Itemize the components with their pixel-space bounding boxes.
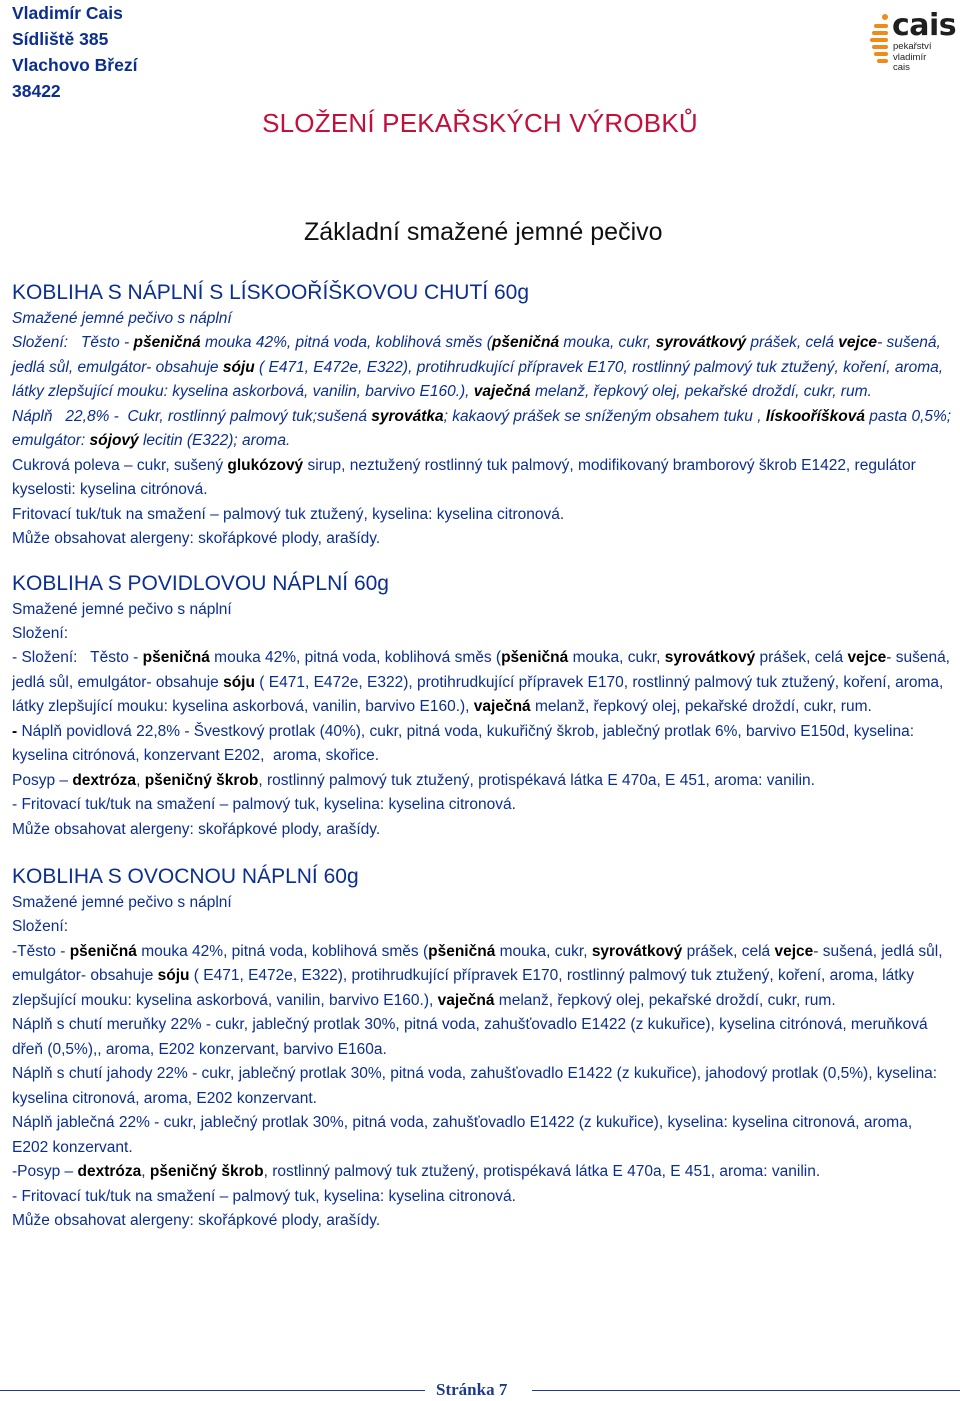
ingredient-line: Fritovací tuk/tuk na smažení – palmový tuk ztužený, kyselina: kyselina citronová. — [12, 505, 565, 523]
page-footer — [0, 1378, 960, 1401]
supplier-address — [12, 0, 137, 104]
ingredient-line: Náplň s chutí jahody 22% - cukr, jablečný protlak 30%, pitná voda, zahušťovadlo E1422 (z kukuřice), jahodový protlak (0,5%), kyselina: kyselina citronová, aroma, E202 konzervant. — [12, 1065, 938, 1107]
allergen-note: Může obsahovat alergeny: skořápkové plody, arašídy. — [12, 530, 381, 547]
ingredient-line: - Fritovací tuk/tuk na smažení – palmový tuk, kyselina: kyselina citronová. — [12, 796, 516, 813]
ingredient-line: - Složení: Těsto - pšeničná mouka 42%, pitná voda, koblihová směs (pšeničná mouka, cukr, syrovátkový prášek, celá vejce- sušená, jedlá sůl, emulgátor- obsahuje sóju ( E471, E472e, E322), protihrudkující přípravek E170, rostlinný palmový tuk ztužený, koření, aroma, látky zlepšující mouku: kyselina askorbová, vanilin, barvivo E160.), vaječná melanž, řepkový olej, pekařské droždí, cukr, rum. — [12, 649, 950, 715]
logo-subtitle: pekařství vladimír cais — [893, 41, 932, 73]
product-category: Smažené jemné pečivo s náplní — [12, 600, 232, 618]
address-line: Vladimír Cais — [12, 3, 123, 23]
address-line: 38422 — [12, 81, 61, 101]
product-entry — [12, 863, 952, 1234]
footer-divider — [532, 1390, 960, 1391]
logo-wordmark: cais — [892, 8, 957, 43]
product-list — [12, 279, 952, 1234]
page-number: Stránka 7 — [436, 1380, 508, 1399]
allergen-note: Může obsahovat alergeny: skořápkové plody, arašídy. — [12, 820, 381, 838]
cais-logo — [868, 8, 958, 78]
ingredient-line: -Těsto - pšeničná mouka 42%, pitná voda, koblihová směs (pšeničná mouka, cukr, syrovátkový prášek, celá vejce- sušená, jedlá sůl, emulgátor- obsahuje sóju ( E471, E472e, E322), protihrudkující přípravek E170, rostlinný palmový tuk ztužený, koření, aroma, látky zlepšující mouku: kyselina askorbová, vanilin, barvivo E160.), vaječná melanž, řepkový olej, pekařské droždí, cukr, rum. — [12, 942, 943, 1009]
footer-divider — [0, 1390, 425, 1391]
composition-label: Složení: — [12, 624, 69, 642]
product-name: KOBLIHA S OVOCNOU NÁPLNÍ 60g — [12, 865, 359, 888]
section-title: Základní smažené jemné pečivo — [304, 218, 663, 246]
ingredient-line: - Náplň povidlová 22,8% - Švestkový protlak (40%), cukr, pitná voda, kukuřičný škrob, jablečný protlak 6%, barvivo E150d, kyselina: kyselina citrónová, konzervant E202, aroma, skořice. — [12, 722, 915, 764]
allergen-note: Může obsahovat alergeny: skořápkové plody, arašídy. — [12, 1212, 381, 1229]
composition-label: Složení: — [12, 918, 69, 935]
ingredient-line: - Fritovací tuk/tuk na smažení – palmový tuk, kyselina: kyselina citronová. — [12, 1187, 516, 1205]
product-category: Smažené jemné pečivo s náplní — [12, 894, 232, 911]
product-name: KOBLIHA S NÁPLNÍ S LÍSKOOŘÍŠKOVOU CHUTÍ 60g — [12, 281, 530, 304]
page-title: SLOŽENÍ PEKAŘSKÝCH VÝROBKŮ — [262, 108, 698, 138]
product-category: Smažené jemné pečivo s náplní — [12, 310, 232, 327]
ingredient-line: Náplň 22,8% - Cukr, rostlinný palmový tuk;sušená syrovátka; kakaový prášek se sníženým obsahem tuku , lískooříšková pasta 0,5%; emulgátor: sójový lecitin (E322); aroma. — [12, 407, 952, 449]
address-line: Vlachovo Březí — [12, 55, 138, 75]
ingredient-line: Náplň s chutí meruňky 22% - cukr, jablečný protlak 30%, pitná voda, zahušťovadlo E1422 (z kukuřice), kyselina citrónová, meruňková dřeň (0,5%),, aroma, E202 konzervant, barvivo E160a. — [12, 1016, 928, 1058]
ingredient-line: Složení: Těsto - pšeničná mouka 42%, pitná voda, koblihová směs (pšeničná mouka, cukr, syrovátkový prášek, celá vejce- sušená, jedlá sůl, emulgátor- obsahuje sóju ( E471, E472e, E322), protihrudkující přípravek E170, rostlinný palmový tuk ztužený, koření, aroma, látky zlepšující mouku: kyselina askorbová, vanilin, barvivo E160.), vaječná melanž, řepkový olej, pekařské droždí, cukr, rum. — [12, 334, 944, 400]
product-entry — [12, 279, 952, 552]
composition-label: Složení: — [12, 334, 69, 351]
ingredient-line: -Posyp – dextróza, pšeničný škrob, rostlinný palmový tuk ztužený, protispékavá látka E 470a, E 451, aroma: vanilin. — [12, 1163, 821, 1180]
address-line: Sídliště 385 — [12, 29, 109, 49]
product-name: KOBLIHA S POVIDLOVOU NÁPLNÍ 60g — [12, 571, 389, 595]
product-entry — [12, 570, 952, 843]
ingredient-line: Cukrová poleva – cukr, sušený glukózový sirup, neztužený rostlinný tuk palmový, modifikovaný bramborový škrob E1422, regulátor kyselosti: kyselina citrónová. — [12, 456, 916, 498]
ingredient-line: Posyp – dextróza, pšeničný škrob, rostlinný palmový tuk ztužený, protispékavá látka E 470a, E 451, aroma: vanilin. — [12, 771, 815, 789]
ingredient-line: Náplň jablečná 22% - cukr, jablečný protlak 30%, pitná voda, zahušťovadlo E1422 (z kukuřice), kyselina: kyselina citronová, aroma, E202 konzervant. — [12, 1114, 913, 1156]
